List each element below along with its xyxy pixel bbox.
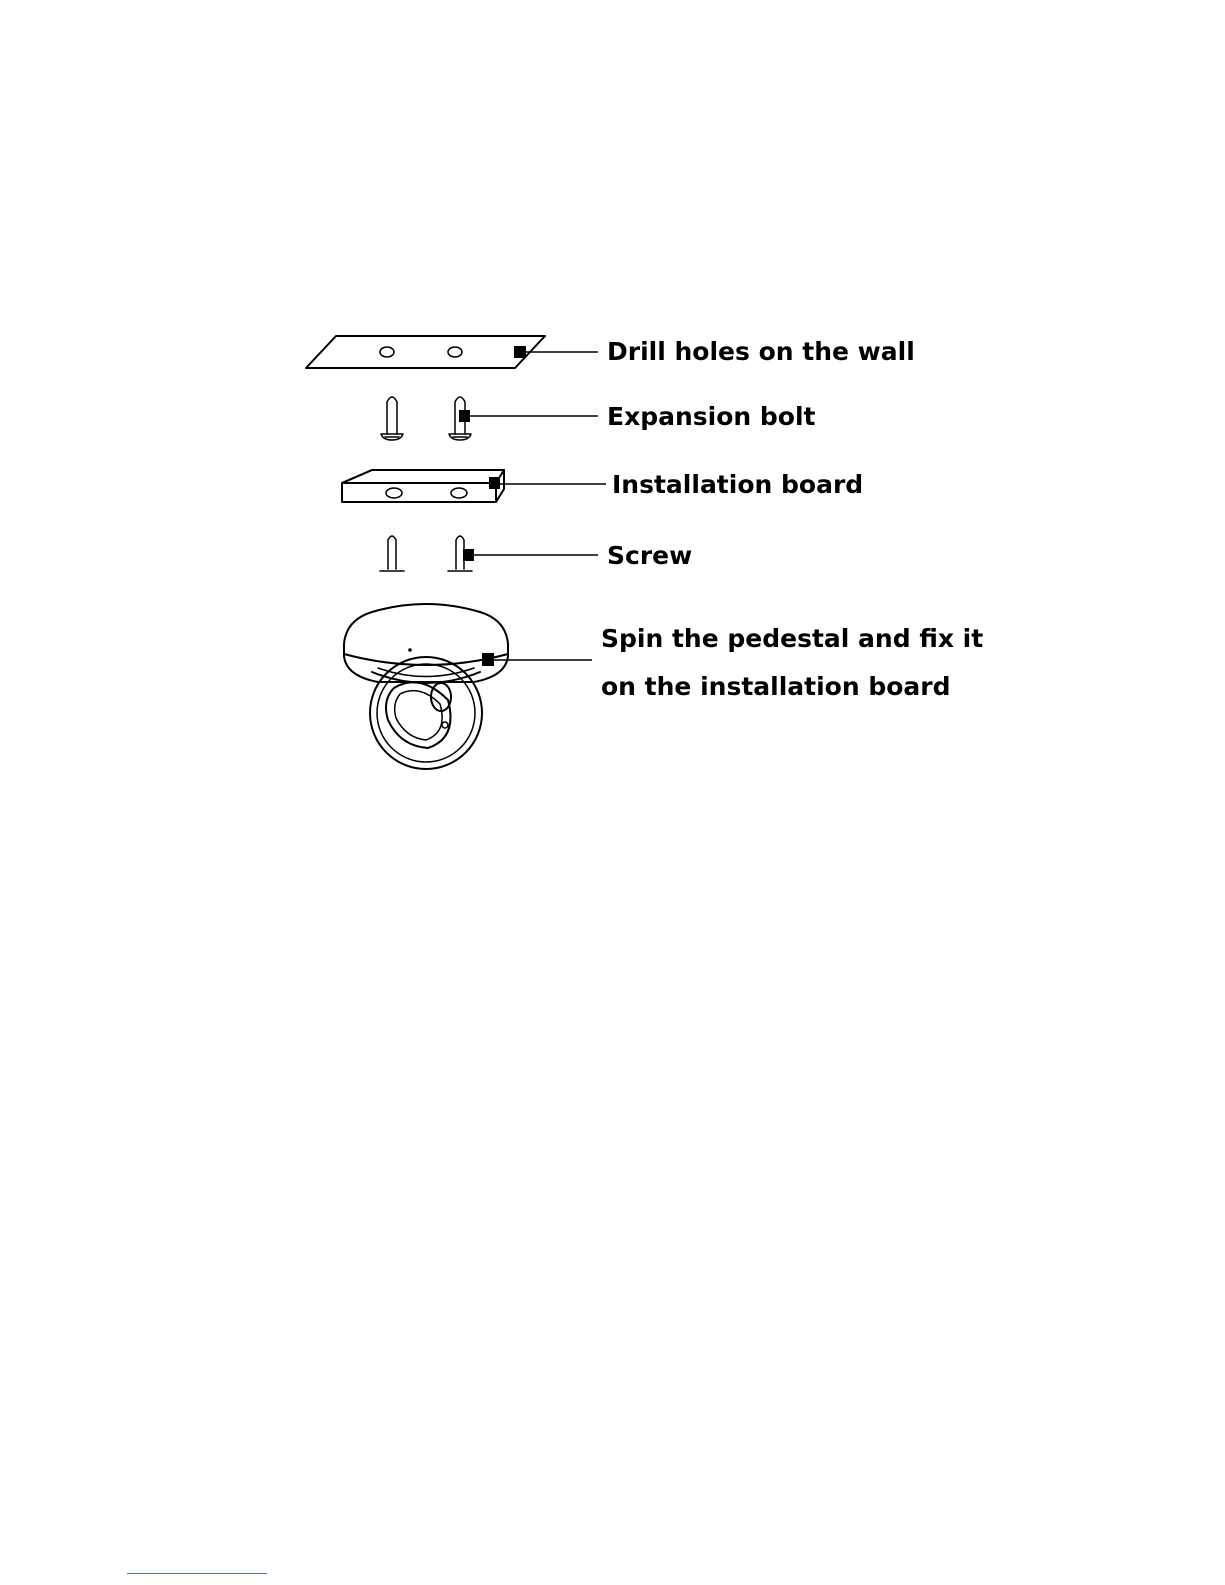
- footnote-separator: [127, 1573, 267, 1574]
- callout-marker: [459, 410, 470, 422]
- drill-hole: [380, 347, 394, 357]
- screws: [380, 536, 598, 571]
- wall-plate: [306, 336, 598, 368]
- drill-hole: [448, 347, 462, 357]
- expansion-bolts: [381, 397, 598, 440]
- callout-marker: [514, 346, 526, 358]
- dome-camera: [344, 604, 592, 769]
- callout-marker: [489, 477, 500, 489]
- label-expansion-bolt: Expansion bolt: [607, 402, 816, 431]
- label-spin-pedestal-line1: Spin the pedestal and fix it: [601, 624, 984, 653]
- callout-marker: [482, 653, 494, 666]
- expansion-bolt: [381, 397, 403, 440]
- label-spin-pedestal-line2: on the installation board: [601, 672, 951, 701]
- camera-pedestal: [344, 604, 508, 656]
- sensor-dot: [442, 722, 448, 728]
- callout-marker: [463, 549, 474, 561]
- board-hole: [451, 488, 467, 498]
- board-hole: [386, 488, 402, 498]
- screw: [380, 536, 404, 571]
- label-installation-board: Installation board: [612, 470, 864, 499]
- installation-board-part: [342, 470, 606, 502]
- label-drill-holes: Drill holes on the wall: [607, 337, 915, 366]
- label-screw: Screw: [607, 541, 693, 570]
